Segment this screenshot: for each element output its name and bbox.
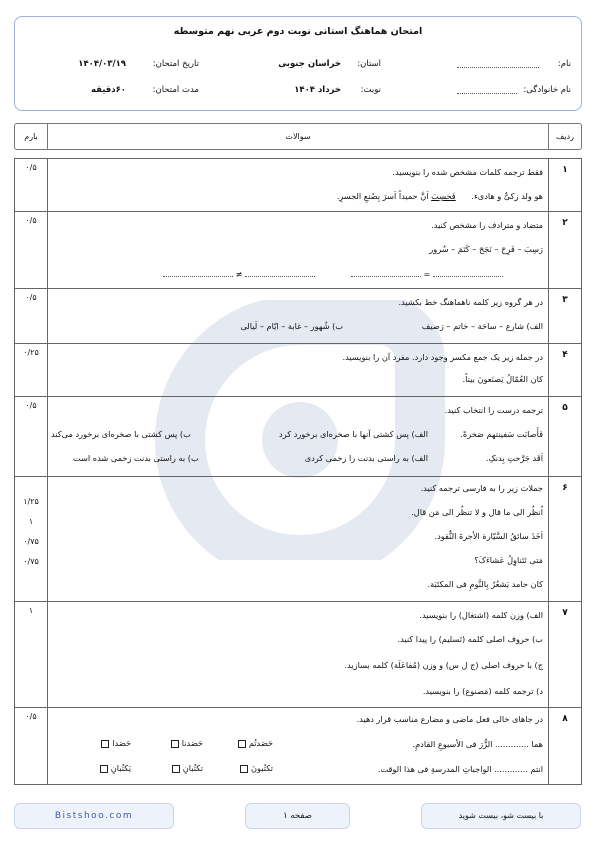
question-sentence: اُنظُر الی ما قال و لا تنظُر الی مَن قال. <box>411 507 543 517</box>
question-row-3 <box>15 289 581 344</box>
word-list: رَسِبَ – فَرِحَ – نَجَحَ – کَتَمَ – سُرور <box>429 244 543 254</box>
family-label: نام خانوادگی: <box>523 85 571 95</box>
question-row-4 <box>15 344 581 397</box>
option-item[interactable]: یَکتُبانِ <box>100 763 131 773</box>
antonym-answer[interactable]: ≠ <box>163 268 315 279</box>
question-number: ۷ <box>562 608 568 618</box>
group-b: ب) شُهور – غابة – ایّام – لَیالی <box>240 321 343 331</box>
option-item[interactable]: تکتُبانِ <box>172 763 203 773</box>
question-score: ۰/۵ <box>25 401 37 410</box>
question-score: ۰/۵ <box>25 712 37 721</box>
question-instruction: ترجمه درست را انتخاب کنید. <box>444 405 543 415</box>
checkbox <box>100 765 108 773</box>
family-field[interactable] <box>457 85 517 94</box>
questions-table <box>14 158 582 785</box>
question-score: ۱ <box>28 517 34 526</box>
question-number: ۲ <box>562 218 568 228</box>
question-score: ۰/۲۵ <box>23 348 39 357</box>
exam-header <box>14 16 582 111</box>
question-row-2 <box>15 212 581 289</box>
question-number: ۵ <box>562 403 568 413</box>
question-row-8 <box>15 708 581 786</box>
question-number: ۳ <box>562 295 568 305</box>
question-score: ۰/۵ <box>25 163 37 172</box>
exam-date-label: تاریخ امتحان: <box>152 59 199 69</box>
footer-slogan: با بیست شو، بیست شوید <box>421 803 581 829</box>
row-column-label: ردیف <box>556 132 574 141</box>
group-a: الف) شارع – ساحَة – خاتم – رَصیف <box>421 321 543 331</box>
option-item[interactable]: حَصَدنا <box>171 738 203 748</box>
choice-a[interactable]: الف) پس کشتی آنها با صخره‌ای برخورد کرد <box>279 429 428 439</box>
question-sentence: اَقَد جَرَّحتِ بِدنکِ. <box>485 453 543 463</box>
choice-b[interactable]: ب) به راستی بدنت زخمی شده است <box>73 453 199 463</box>
question-sentence: هو ولد زکیٌّ و هادیء. فَحسِبَ اَنَّ حمیداً اَسرَ بِصُنعِ الجسرِ. <box>336 191 543 201</box>
question-sentence: کان العُمّالُ یَصنَعونَ بیتاً. <box>462 374 543 384</box>
question-sentence: هما ............. الزُّرَ فی الأسبوعِ القادمِ. <box>412 739 543 749</box>
question-row-7 <box>15 602 581 708</box>
option-item[interactable]: تکتُبونَ <box>240 763 273 773</box>
duration-label: مدت امتحان: <box>152 85 199 95</box>
question-score: ۰/۷۵ <box>23 557 39 566</box>
question-sentence: انتم ............. الواجباتِ المدرسةِ فی هذا الوقت. <box>377 764 543 774</box>
question-part-a: الف) وزن کلمه (اشتغال) را بنویسید. <box>419 610 543 620</box>
question-score: ۰/۵ <box>25 216 37 225</box>
question-score: ۰/۷۵ <box>23 537 39 546</box>
question-part-c: ج) با حروف اصلی (ج ل س) و وزن (مُفاعَلَة) کلمه بسازید. <box>344 660 543 670</box>
choice-a[interactable]: الف) به راستی بدنت را زخمی کردی <box>304 453 428 463</box>
question-instruction: در جمله زیر یک جمع مکسر وجود دارد. مفرد آن را بنویسید. <box>342 352 543 362</box>
question-instruction: در هر گروه زیر کلمه ناهماهنگ خط بکشید. <box>398 297 543 307</box>
question-instruction: در جاهای خالی فعل ماضی و مضارع مناسب قرار دهید. <box>356 714 543 724</box>
highlighted-word: فَحسِبَ <box>431 191 456 201</box>
question-instruction: فقط ترجمه کلمات مشخص شده را بنویسید. <box>392 167 543 177</box>
checkbox <box>172 765 180 773</box>
province-label: استان: <box>357 59 381 69</box>
duration-value: ۶۰دقیقه <box>90 85 126 95</box>
question-sentence: مَتی تَتَناوِلُ عَشاءَکَ؟ <box>474 555 543 565</box>
checkbox <box>240 765 248 773</box>
province-value: خراسان جنوبی <box>278 59 341 69</box>
checkbox <box>101 740 109 748</box>
option-item[interactable]: حَصَدتُم <box>238 738 273 748</box>
checkbox <box>238 740 246 748</box>
question-row-6 <box>15 477 581 602</box>
question-number: ۱ <box>562 165 568 175</box>
question-part-b: ب) حروف اصلی کلمه (تَسلیم) را پیدا کنید. <box>397 634 543 644</box>
score-column-label: بارم <box>24 132 38 141</box>
questions-column-label: سوالات <box>285 132 311 141</box>
question-row-1 <box>15 159 581 212</box>
choice-b[interactable]: ب) پس کشتی با صخره‌ای برخورد می‌کند <box>51 429 191 439</box>
question-score: ۱ <box>28 606 34 615</box>
turn-label: نوبت: <box>360 85 381 95</box>
question-number: ۶ <box>562 483 568 493</box>
turn-value: خرداد ۱۴۰۴ <box>294 85 341 95</box>
question-score: ۱/۲۵ <box>23 497 39 506</box>
footer-page-number: صفحه ۱ <box>245 803 350 829</box>
exam-title: امتحان هماهنگ استانی نوبت دوم عربی نهم متوسطه <box>173 26 423 37</box>
table-header <box>14 123 582 150</box>
question-sentence: کان حامد یَشعُرُ بِالنَّومِ فی المکتَبَة. <box>427 579 543 589</box>
question-number: ۴ <box>562 350 568 360</box>
name-label: نام: <box>557 59 571 69</box>
checkbox <box>171 740 179 748</box>
question-part-d: د) ترجمه کلمه (مَصنوع) را بنویسید. <box>422 686 543 696</box>
question-row-5 <box>15 397 581 477</box>
exam-date-value: ۱۴۰۴/۰۳/۱۹ <box>78 59 126 69</box>
option-item[interactable]: حَصَدا <box>101 738 131 748</box>
question-instruction: جملات زیر را به فارسی ترجمه کنید. <box>420 483 543 493</box>
question-sentence: فَأَصابَت سَفینتهم صَخرةً. <box>460 429 543 439</box>
question-score: ۰/۵ <box>25 293 37 302</box>
question-sentence: اَخَذَ سائقُ السَّیّارة الأجرةَ النُّقود. <box>434 531 543 541</box>
question-instruction: متضاد و مترادف را مشخص کنید. <box>431 220 543 230</box>
name-field[interactable] <box>457 59 539 68</box>
footer-site-link[interactable]: Bistshoo.com <box>14 803 174 829</box>
synonym-answer[interactable]: = <box>351 268 503 279</box>
question-number: ۸ <box>562 714 568 724</box>
